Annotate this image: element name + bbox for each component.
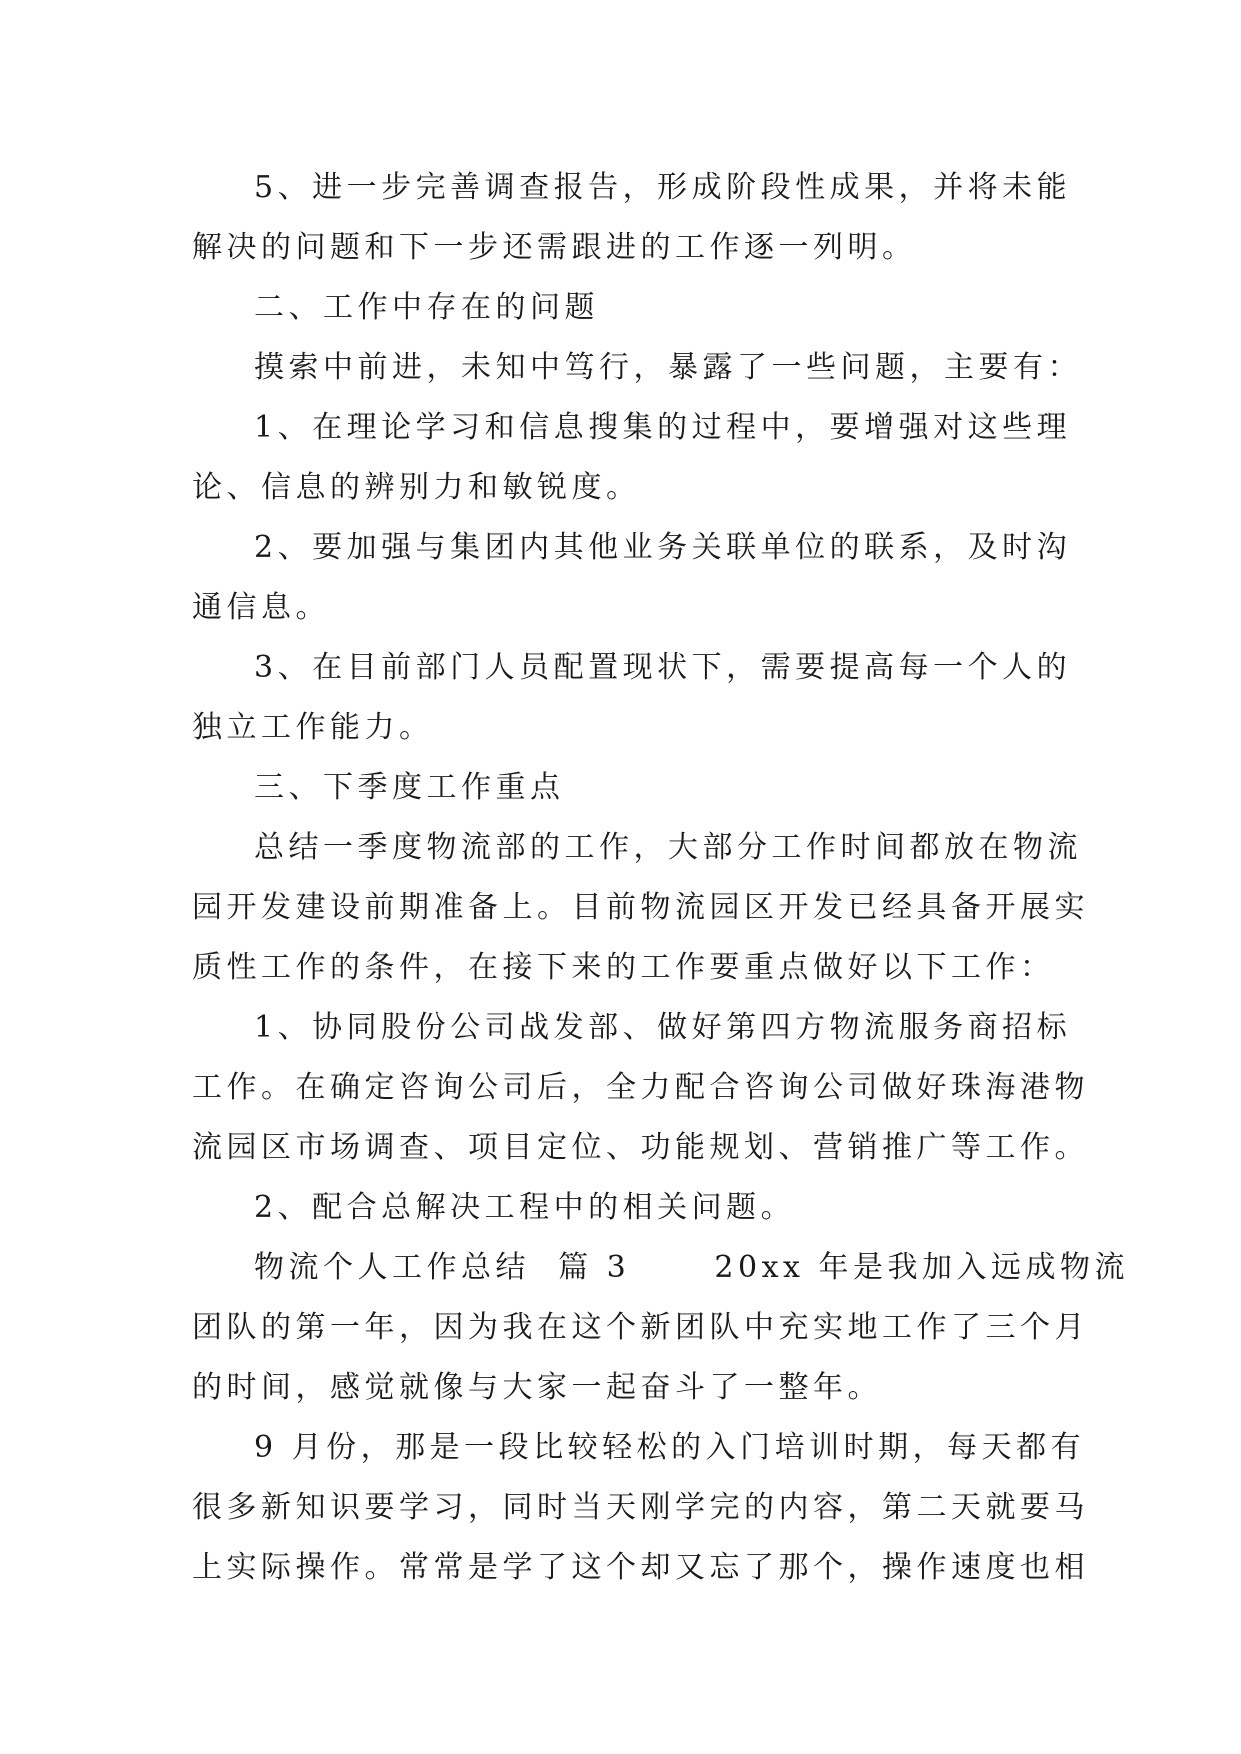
section-heading: 三、下季度工作重点	[254, 770, 565, 805]
document-body	[192, 158, 1129, 1598]
text-line: 质性工作的条件，在接下来的工作要重点做好以下工作：	[192, 950, 1055, 985]
text-line: 的时间，感觉就像与大家一起奋斗了一整年。	[192, 1370, 882, 1405]
text-line: 摸索中前进，未知中笃行，暴露了一些问题，主要有：	[254, 350, 1082, 385]
text-line: 团队的第一年，因为我在这个新团队中充实地工作了三个月	[192, 1310, 1089, 1345]
text-line: 5、进一步完善调查报告，形成阶段性成果，并将未能	[254, 170, 1072, 205]
text-line: 9 月份，那是一段比较轻松的入门培训时期，每天都有	[254, 1430, 1086, 1465]
text-line: 1、协同股份公司战发部、做好第四方物流服务商招标	[254, 1010, 1072, 1045]
text-line: 1、在理论学习和信息搜集的过程中，要增强对这些理	[254, 410, 1072, 445]
text-line: 物流个人工作总结 篇 3 20xx 年是我加入远成物流	[254, 1250, 1129, 1285]
text-line: 2、要加强与集团内其他业务关联单位的联系，及时沟	[254, 530, 1072, 565]
text-line: 论、信息的辨别力和敏锐度。	[192, 470, 641, 505]
section-heading: 二、工作中存在的问题	[254, 290, 599, 325]
text-line: 流园区市场调查、项目定位、功能规划、营销推广等工作。	[192, 1130, 1089, 1165]
text-line: 解决的问题和下一步还需跟进的工作逐一列明。	[192, 230, 917, 265]
text-line: 3、在目前部门人员配置现状下，需要提高每一个人的	[254, 650, 1072, 685]
text-line: 工作。在确定咨询公司后，全力配合咨询公司做好珠海港物	[192, 1070, 1089, 1105]
text-line: 园开发建设前期准备上。目前物流园区开发已经具备开展实	[192, 890, 1089, 925]
text-line: 2、配合总解决工程中的相关问题。	[254, 1190, 796, 1225]
text-line: 上实际操作。常常是学了这个却又忘了那个，操作速度也相	[192, 1550, 1089, 1585]
text-line: 通信息。	[192, 590, 330, 625]
text-line: 很多新知识要学习，同时当天刚学完的内容，第二天就要马	[192, 1490, 1089, 1525]
text-line: 独立工作能力。	[192, 710, 434, 745]
text-line: 总结一季度物流部的工作，大部分工作时间都放在物流	[254, 830, 1082, 865]
